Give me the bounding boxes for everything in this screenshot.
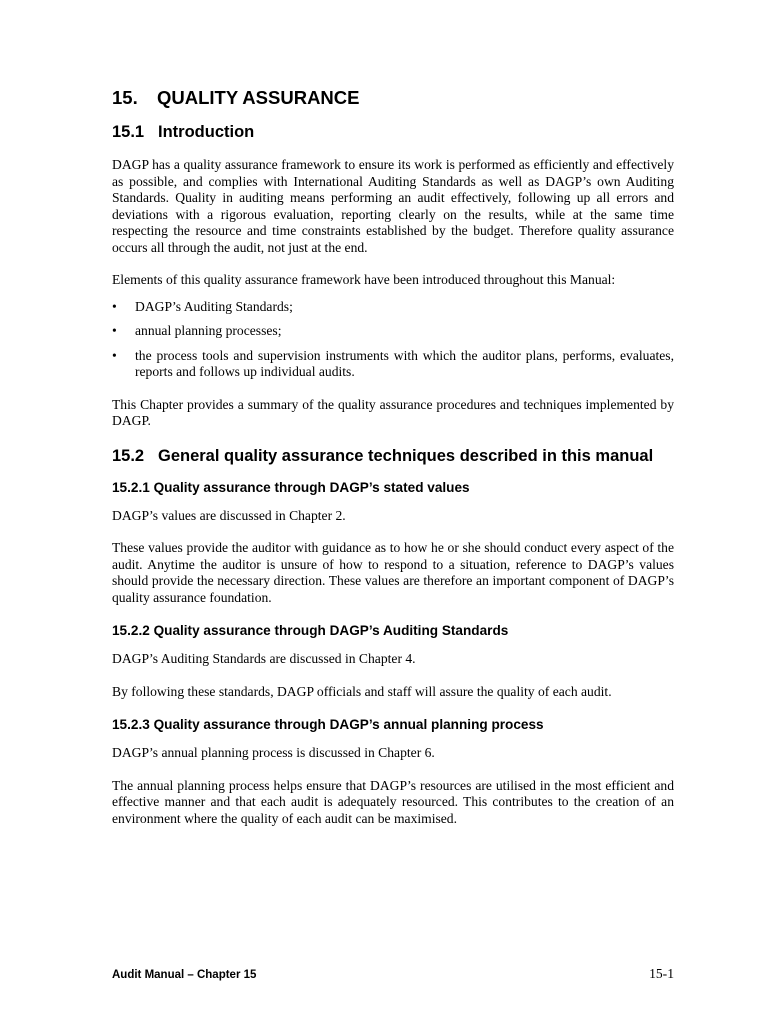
chapter-title bbox=[112, 86, 674, 110]
bullet-icon: • bbox=[112, 347, 117, 363]
page-footer bbox=[112, 966, 674, 982]
page-number: 15-1 bbox=[649, 966, 674, 981]
subsection-15-2-1-heading: 15.2.1 Quality assurance through DAGP’s stated values bbox=[112, 479, 470, 495]
values-paragraph-2: These values provide the auditor with guidance as to how he or she should conduct every aspect of the audit. Anytime the auditor is unsure of how to respond to a situation, reference to DAGP’s values should provide the necessary direction. These values are therefore an important component of DAGP’s quality assurance foundation. bbox=[112, 540, 674, 605]
list-item-text: annual planning processes; bbox=[135, 323, 282, 338]
intro-paragraph-1: DAGP has a quality assurance framework to ensure its work is performed as efficiently and effectively as possible, and complies with International Auditing Standards as well as DAGP’s own Auditing Standards. Quality in auditing means performing an audit effectively, following up all errors and deviations with a rigorous evaluation, reporting clearly on the results, while at the same time respecting the resource and time constraints established by the budget. Therefore quality assurance occurs all through the audit, not just at the end. bbox=[112, 157, 674, 255]
standards-paragraph-1: DAGP’s Auditing Standards are discussed in Chapter 4. bbox=[112, 651, 416, 666]
standards-paragraph-2: By following these standards, DAGP officials and staff will assure the quality of each audit. bbox=[112, 683, 612, 699]
framework-elements-list bbox=[112, 299, 674, 381]
document-page bbox=[112, 86, 674, 843]
list-item-text: DAGP’s Auditing Standards; bbox=[135, 298, 293, 314]
values-paragraph-1: DAGP’s values are discussed in Chapter 2. bbox=[112, 507, 346, 523]
list-item-text: the process tools and supervision instruments with which the auditor plans, performs, evaluates, reports and follows up individual audits. bbox=[135, 347, 674, 379]
list-item bbox=[112, 348, 674, 381]
chapter-title-text: QUALITY ASSURANCE bbox=[157, 87, 360, 108]
list-item bbox=[112, 323, 674, 340]
section-number: 15.1 bbox=[112, 123, 145, 141]
intro-paragraph-2: Elements of this quality assurance framework have been introduced throughout this Manual: bbox=[112, 272, 616, 287]
section-number: 15.2 bbox=[112, 446, 145, 465]
intro-paragraph-3: This Chapter provides a summary of the quality assurance procedures and techniques implemented by DAGP. bbox=[112, 396, 674, 428]
bullet-icon: • bbox=[112, 323, 117, 338]
section-title: Introduction bbox=[158, 123, 255, 141]
subsection-15-2-3-heading: 15.2.3 Quality assurance through DAGP’s annual planning process bbox=[112, 717, 544, 732]
section-15-1-heading bbox=[112, 122, 674, 143]
bullet-icon: • bbox=[112, 298, 117, 314]
section-15-2-heading bbox=[112, 446, 674, 467]
section-title: General quality assurance techniques described in this manual bbox=[158, 446, 654, 465]
footer-manual-title: Audit Manual – Chapter 15 bbox=[112, 969, 257, 981]
subsection-15-2-2-heading: 15.2.2 Quality assurance through DAGP’s Auditing Standards bbox=[112, 623, 509, 638]
planning-paragraph-2: The annual planning process helps ensure that DAGP’s resources are utilised in the most efficient and effective manner and that each audit is adequately resourced. This contributes to the creation of an environment where the quality of each audit can be maximised. bbox=[112, 777, 674, 826]
list-item bbox=[112, 299, 674, 316]
chapter-number: 15. bbox=[112, 87, 138, 108]
planning-paragraph-1: DAGP’s annual planning process is discussed in Chapter 6. bbox=[112, 745, 435, 760]
